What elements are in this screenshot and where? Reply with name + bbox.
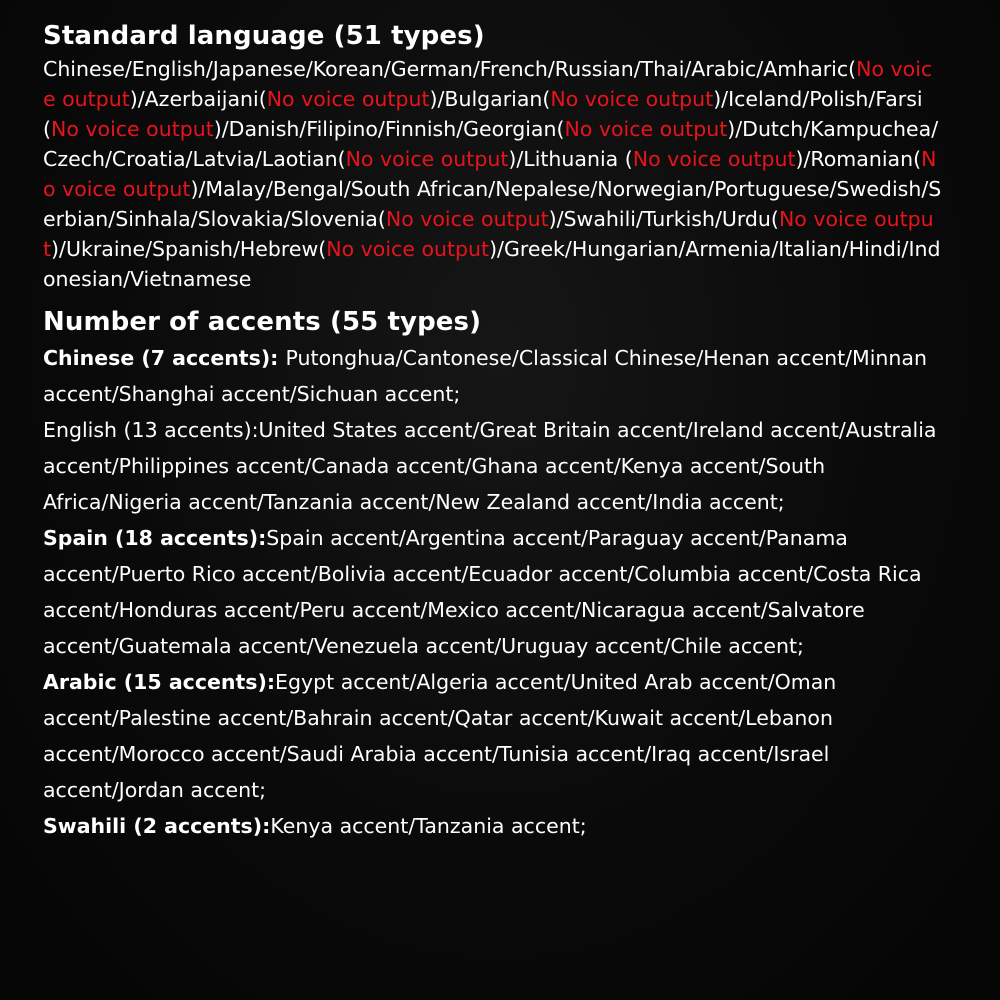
language-segment: )/Lithuania ( [508,147,633,171]
language-segment: Chinese/English/Japanese/Korean/German/French/Russian/Thai/Arabic/Amharic( [43,57,857,81]
spain-accents-heading: Spain (18 accents): [43,526,267,550]
content [43,18,943,844]
spain-accents-list: Spain accent/Argentina accent/Paraguay accent/Panama accent/Puerto Rico accent/Bolivia accent/Ecuador accent/Columbia accent/Costa Rica accent/Honduras accent/Peru accent/Mexico accent/Nicaragua accent/Salvatore accent/Guatemala accent/Venezuela accent/Uruguay accent/Chile accent; [43,526,922,658]
language-segment: )/Danish/Filipino/Finnish/Georgian( [213,117,565,141]
arabic-accents-heading: Arabic (15 accents): [43,670,276,694]
language-segment: )/Ukraine/Spanish/Hebrew( [51,237,327,261]
english-accents-list: United States accent/Great Britain accent/Ireland accent/Australia accent/Philippines accent/Canada accent/Ghana accent/Kenya accent/South Africa/Nigeria accent/Tanzania accent/New Zealand accent/India accent; [43,418,937,514]
standard-language-title: Standard language (51 types) [43,21,485,51]
chinese-accents [43,340,943,412]
swahili-accents-heading: Swahili (2 accents): [43,814,271,838]
language-segment: )/Greek/Hungarian/Armenia/Italian/Hindi/Indonesian/Vietnamese [43,237,941,291]
swahili-accents-list: Kenya accent/Tanzania accent; [270,814,587,838]
no-voice-note: No voice output [51,117,214,141]
no-voice-note: No voice output [550,87,714,111]
language-segment: )/Malay/Bengal/South African/Nepalese/Norwegian/Portuguese/Swedish/Serbian/Sinhala/Slovakia/Slovenia( [43,177,942,231]
no-voice-note: No voice output [564,117,728,141]
no-voice-note: No voice output [632,147,796,171]
english-accents [43,412,943,520]
no-voice-note: No voice output [345,147,509,171]
standard-language-list [43,54,943,294]
no-voice-note: No voice output [266,87,430,111]
no-voice-note: No voice output [43,207,934,261]
no-voice-note: No voice output [43,147,937,201]
language-segment: )/Iceland/Polish/Farsi( [43,87,923,141]
chinese-accents-heading: Chinese (7 accents): [43,346,286,370]
no-voice-note: No voice output [326,237,490,261]
language-segment: )/Bulgarian( [429,87,551,111]
no-voice-note: No voice output [43,57,933,111]
accents-section [43,304,943,844]
accents-title: Number of accents (55 types) [43,307,482,337]
chinese-accents-list: Putonghua/Cantonese/Classical Chinese/Henan accent/Minnan accent/Shanghai accent/Sichuan accent; [43,346,927,406]
language-segment: )/Dutch/Kampuchea/Czech/Croatia/Latvia/Laotian( [43,117,939,171]
swahili-accents [43,808,943,844]
spain-accents [43,520,943,664]
arabic-accents-list: Egypt accent/Algeria accent/United Arab accent/Oman accent/Palestine accent/Bahrain accent/Qatar accent/Kuwait accent/Lebanon accent/Morocco accent/Saudi Arabia accent/Tunisia accent/Iraq accent/Israel accent/Jordan accent; [43,670,837,802]
language-segment: )/Romanian( [795,147,922,171]
language-segment: )/Azerbaijani( [129,87,267,111]
arabic-accents [43,664,943,808]
english-accents-heading: English (13 accents): [43,418,259,442]
language-segment: )/Swahili/Turkish/Urdu( [548,207,779,231]
no-voice-note: No voice output [385,207,549,231]
